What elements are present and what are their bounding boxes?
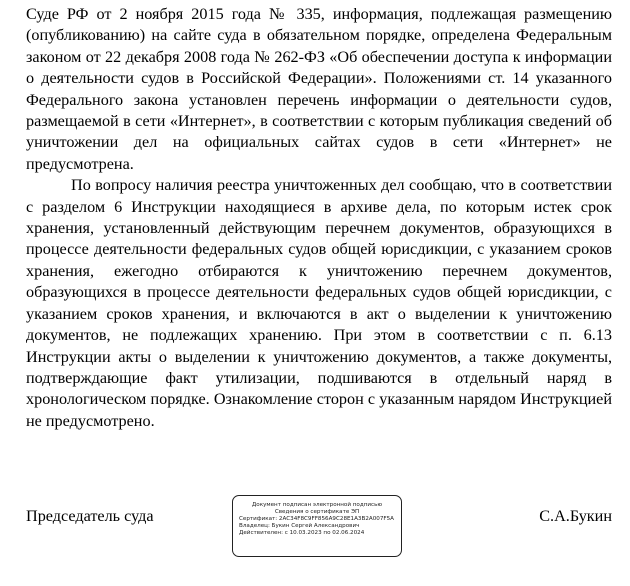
stamp-certificate: Сертификат: 2AC34F8C9FF856A9C28E1A3B2A007F5A [239,516,394,522]
stamp-subheading: Сведения о сертификате ЭП [274,509,360,515]
signer-title: Председатель суда [26,507,154,525]
stamp-owner: Владелец: Букин Сергей Александрович [239,523,360,529]
stamp-heading: Документ подписан электронной подписью [251,502,383,508]
signer-name: С.А.Букин [539,507,612,525]
paragraph-1: Суде РФ от 2 ноября 2015 года № 335, информация, подлежащая размещению (опубликованию) на сайте суда в обязательном порядке, определена Федеральным законом от 22 декабря 2008 года № 262-ФЗ «Об обеспечении доступа к информации о деятельности судов в Российской Федерации». Положениями ст. 14 указанного Федерального закона установлен перечень информации о деятельности судов, размещаемой в сети «Интернет», в соответствии с которым публикация сведений об уничтожении дел на официальных сайтах судов в сети «Интернет» не предусмотрена. [26,5,612,173]
stamp-validity: Действителен: с 10.03.2023 по 02.06.2024 [239,530,365,536]
paragraph-2: По вопросу наличия реестра уничтоженных дел сообщаю, что в соответствии с разделом 6 Инструкции находящиеся в архиве дела, по которым истек срок хранения, установленный действующим перечнем документов, образующихся в процессе деятельности федеральных судов общей юрисдикции, с указанием сроков хранения, ежегодно отбираются к уничтожению перечнем документов, образующихся в процессе деятельности федеральных судов общей юрисдикции, с указанием сроков хранения, и включаются в акт о выделении к уничтожению документов, не подлежащих хранению. При этом в соответствии с п. 6.13 Инструкции акты о выделении к уничтожению документов, а также документы, подтверждающие факт утилизации, подшиваются в отдельный наряд в хронологическом порядке. Ознакомление сторон с указанным нарядом Инструкцией не предусмотрено. [26,176,612,430]
document-body [26,4,612,432]
electronic-signature-stamp [232,495,402,557]
